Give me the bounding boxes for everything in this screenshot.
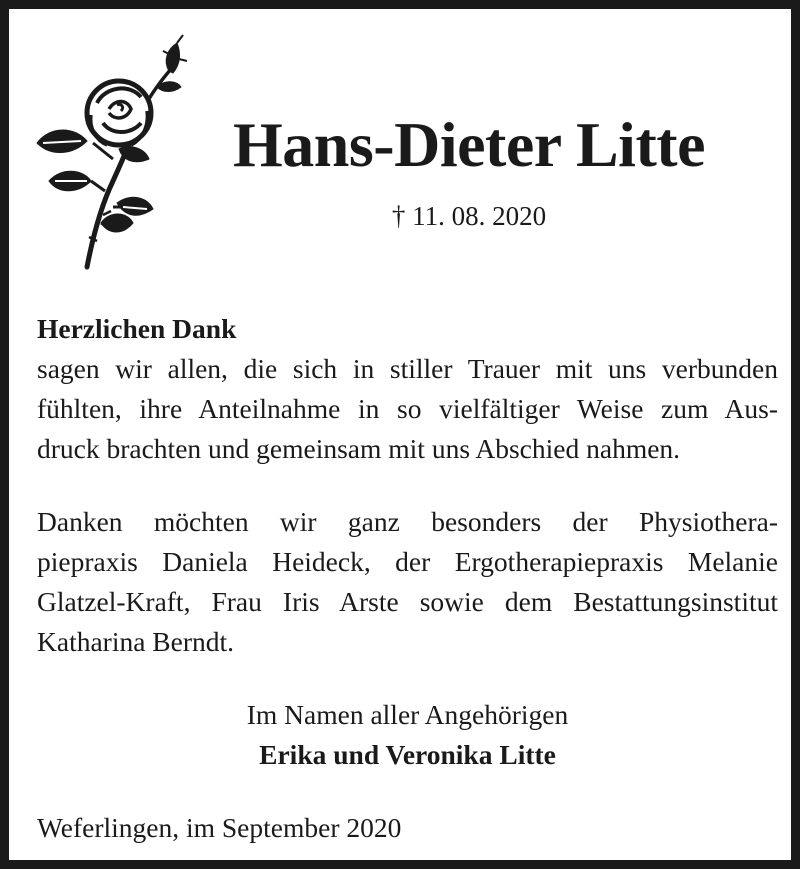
paragraph-line: Danken möchten wir ganz besonders der Physiothera- [37, 506, 778, 537]
paragraph-line: sagen wir allen, die sich in stiller Trauer mit uns verbunden [37, 353, 778, 384]
thanks-heading: Herzlichen Dank [37, 313, 237, 344]
paragraph-line: fühlten, ihre Anteilnahme in so vielfältiger Weise zum Aus- [37, 393, 778, 424]
place-date: Weferlingen, im September 2020 [37, 812, 402, 843]
paragraph-line: Glatzel-Kraft, Frau Iris Arste sowie dem Bestattungsinstitut [37, 586, 778, 617]
paragraph-line: Katharina Berndt. [37, 626, 235, 657]
thanks-paragraph-2 [37, 502, 778, 662]
thanks-paragraph-1 [37, 349, 778, 469]
signature-intro: Im Namen aller Angehörigen [246, 699, 569, 730]
signature-names: Erika und Veronika Litte [259, 739, 556, 770]
death-date: † 11. 08. 2020 [391, 201, 547, 231]
deceased-name: Hans-Dieter Litte [233, 109, 705, 180]
paragraph-line: piepraxis Daniela Heideck, der Ergotherapiepraxis Melanie [37, 546, 778, 577]
paragraph-line: druck brachten und gemeinsam mit uns Abschied nahmen. [37, 433, 681, 464]
